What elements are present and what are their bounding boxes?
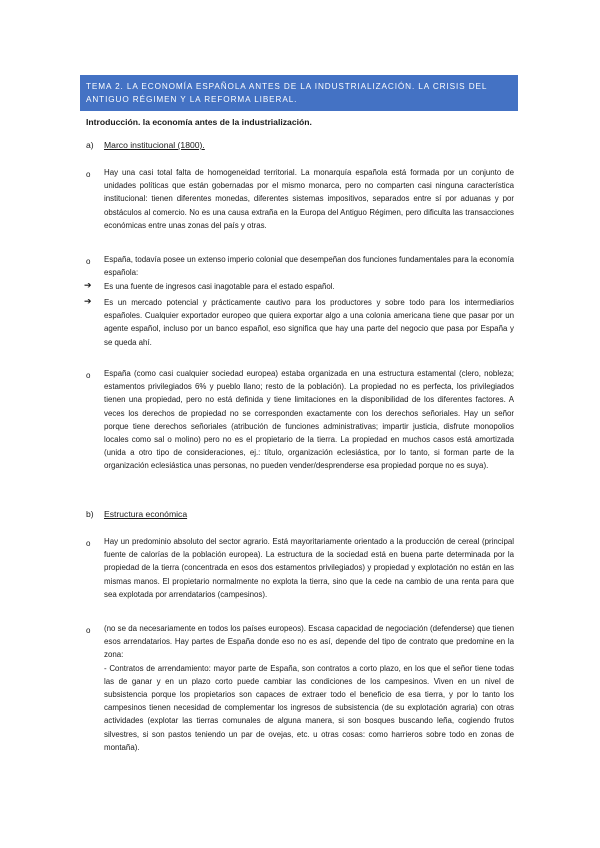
bullet-icon: o bbox=[86, 539, 91, 548]
arrow-right-icon: ➔ bbox=[84, 296, 92, 306]
section-b-title: Estructura económica bbox=[104, 509, 188, 519]
bullet-icon: o bbox=[86, 170, 91, 179]
section-a-paragraph-2: España, todavía posee un extenso imperio colonial que desempeñan dos funciones fundamentales para la economía española: bbox=[104, 255, 514, 278]
chapter-title-line-2: ANTIGUO RÉGIMEN Y LA REFORMA LIBERAL. bbox=[86, 95, 298, 104]
arrow-right-icon: ➔ bbox=[84, 280, 92, 290]
section-a-paragraph-1: Hay una casi total falta de homogeneidad territorial. La monarquía española está formada por un conjunto de unidades políticas que están gobernadas por el mismo monarca, pero no comparten casi ninguna característica institucional: tienen diferentes monedas, diferentes sistemas impositivos, separados entre sí por aduanas y por obstáculos al comercio. No es una causa extraña en la Europa del Antiguo Régimen, pero dificulta las transacciones económicas entre unas zonas del país y otras. bbox=[104, 168, 514, 230]
section-a-title: Marco institucional (1800). bbox=[104, 140, 205, 150]
chapter-title-line-1: TEMA 2. LA ECONOMÍA ESPAÑOLA ANTES DE LA INDUSTRIALIZACIÓN. LA CRISIS DEL bbox=[86, 82, 488, 91]
bullet-icon: o bbox=[86, 257, 91, 266]
chapter-title-banner bbox=[80, 75, 518, 111]
section-a-letter: a) bbox=[86, 140, 94, 150]
section-a-point-2: Es un mercado potencial y prácticamente cautivo para los productores y sobre todo para los intermediarios españoles. Cualquier exportador europeo que quiera exportar algo a una colonia americana tiene que pasar por un agente español, incluso por un banco español, eso significa que hay una parte del negocio que pasa por España y se queda ahí. bbox=[104, 298, 514, 347]
section-b-paragraph-2: (no se da necesariamente en todos los países europeos). Escasa capacidad de negociación (defenderse) que tienen esos arrendatarios. Hay partes de España donde eso no es así, depende del tipo de contrato que predomine en la zona: - Contratos de arrendamiento: mayor parte de España, son contratos a corto plazo, en los que el señor tiene todas las de ganar y en un plazo corto puede cambiar las condiciones de los campesinos. Viven en un nivel de subsistencia porque los propietarios son capaces de extraer todo el beneficio de esa tierra, y por lo tanto los campesinos tienen necesidad de complementar los ingresos de subsistencia (de su explotación agraria) con otras actividades (explotar las tierras comunales de alguna manera, si son bosques buscando leña, cogiendo frutos silvestres, si son pastos teniendo un par de ovejas, etc. u otras cosas: como harrieros sobre todo en zonas de montaña). bbox=[104, 624, 514, 752]
bullet-icon: o bbox=[86, 371, 91, 380]
section-a-paragraph-3: España (como casi cualquier sociedad europea) estaba organizada en una estructura estamental (clero, nobleza; estamentos privilegiados 6% y pueblo llano; resto de la población). La propiedad no es perfecta, los privilegiados tienen una propiedad, pero no está definida y tiene limitaciones en la disponibilidad de los diferentes factores. A veces los derechos de propiedad no se corresponden exactamente con los derechos señoriales. Hay un señor porque tiene derechos señoriales (atribución de funciones administrativas; impartir justicia, disfrute monopolios locales como sal o molino) pero no es el propietario de la tierra. La propiedad en muchos casos está amortizada (unida a otro tipo de consideraciones, ej.: título, organización eclesiástica, por lo tanto, si forman parte de la organización eclesiástica unas personas, no pueden vender/desprenderse esa propiedad porque no es suya). bbox=[104, 369, 514, 471]
section-b-paragraph-1: Hay un predominio absoluto del sector agrario. Está mayoritariamente orientado a la producción de cereal (principal fuente de calorías de la población europea). La estructura de la sociedad está en buena parte determinada por la propiedad de la tierra (concentrada en esos dos estamentos privilegiados) y propiedad y explotación no están en las mismas manos. El propietario normalmente no explota la tierra, sino que la cede na cambio de una renta para que sea explotada por arrendatarios (campesinos). bbox=[104, 537, 514, 599]
bullet-icon: o bbox=[86, 626, 91, 635]
section-a-point-1: Es una fuente de ingresos casi inagotable para el estado español. bbox=[104, 282, 335, 291]
intro-heading: Introducción. la economía antes de la industrialización. bbox=[86, 117, 312, 127]
section-b-letter: b) bbox=[86, 509, 94, 519]
